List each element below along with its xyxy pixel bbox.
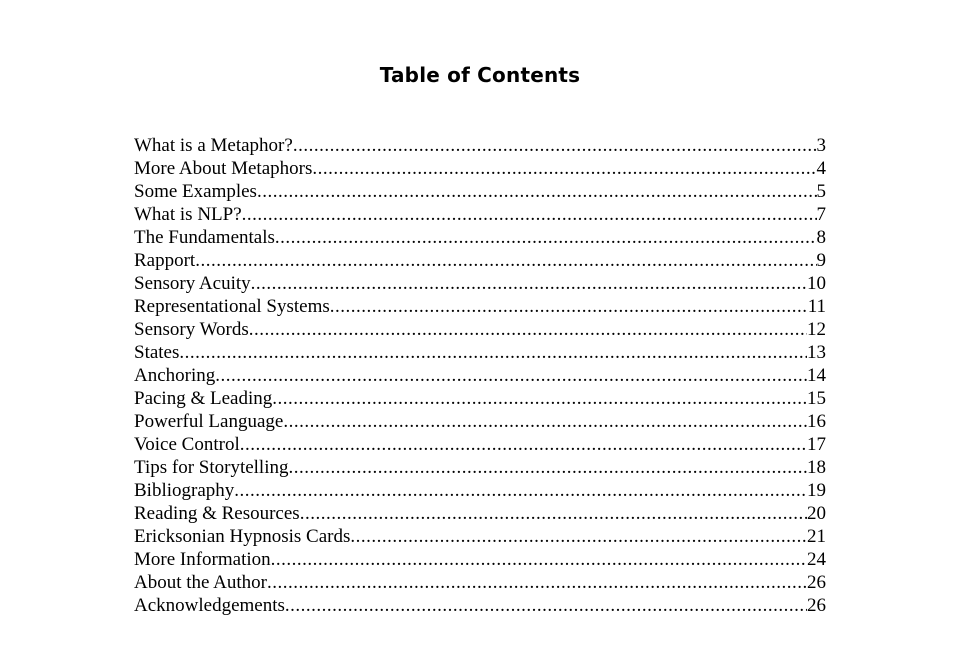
toc-dot-leader	[293, 135, 817, 157]
toc-entry[interactable]	[134, 503, 826, 526]
toc-entry[interactable]	[134, 595, 826, 618]
toc-dot-leader	[251, 273, 807, 295]
toc-entry[interactable]	[134, 181, 826, 204]
toc-entry-label: Some Examples	[134, 181, 257, 202]
toc-page-number: 20	[807, 503, 826, 524]
toc-page-number: 3	[816, 135, 826, 156]
toc-entry-label: Voice Control	[134, 434, 240, 455]
toc-dot-leader	[179, 342, 807, 364]
toc-entry-label: Sensory Acuity	[134, 273, 251, 294]
toc-dot-leader	[195, 250, 816, 272]
page-title: Table of Contents	[379, 63, 581, 87]
toc-page-number: 11	[807, 296, 826, 317]
toc-entry-label: What is NLP?	[134, 204, 242, 225]
toc-page-number: 13	[807, 342, 826, 363]
toc-page-number: 19	[807, 480, 826, 501]
toc-entry[interactable]	[134, 457, 826, 480]
toc-dot-leader	[312, 158, 816, 180]
toc-page-number: 9	[816, 250, 826, 271]
toc-entry[interactable]	[134, 296, 826, 319]
toc-page-number: 26	[807, 572, 826, 593]
toc-entry[interactable]	[134, 388, 826, 411]
toc-entry[interactable]	[134, 342, 826, 365]
toc-entry-label: The Fundamentals	[134, 227, 275, 248]
toc-entry-label: Tips for Storytelling	[134, 457, 289, 478]
toc-entry[interactable]	[134, 572, 826, 595]
toc-entry-label: More Information	[134, 549, 271, 570]
toc-entry-label: Rapport	[134, 250, 196, 271]
toc-page-number: 16	[807, 411, 826, 432]
toc-page-number: 10	[807, 273, 826, 294]
toc-entry[interactable]	[134, 549, 826, 572]
toc-entry-label: Anchoring	[134, 365, 216, 386]
toc-entry[interactable]	[134, 434, 826, 457]
toc-page-number: 5	[816, 181, 826, 202]
toc-entry[interactable]	[134, 227, 826, 250]
toc-dot-leader	[215, 365, 807, 387]
toc-page-number: 15	[807, 388, 826, 409]
toc-dot-leader	[240, 434, 807, 456]
toc-entry[interactable]	[134, 135, 826, 158]
toc-dot-leader	[249, 319, 807, 341]
toc-entry[interactable]	[134, 273, 826, 296]
toc-entry-label: Reading & Resources	[134, 503, 300, 524]
toc-dot-leader	[283, 411, 807, 433]
toc-entry-label: More About Metaphors	[134, 158, 313, 179]
toc-page-number: 17	[807, 434, 826, 455]
toc-dot-leader	[272, 388, 807, 410]
toc-dot-leader	[289, 457, 808, 479]
toc-page-number: 4	[816, 158, 826, 179]
toc-page-number: 8	[816, 227, 826, 248]
toc-entry-label: States	[134, 342, 180, 363]
toc-entry[interactable]	[134, 204, 826, 227]
toc-entry-label: Bibliography	[134, 480, 235, 501]
toc-page-number: 26	[807, 595, 826, 616]
toc-dot-leader	[271, 549, 807, 571]
toc-entry[interactable]	[134, 526, 826, 549]
toc-dot-leader	[285, 595, 807, 617]
toc-dot-leader	[275, 227, 817, 249]
toc-entry[interactable]	[134, 480, 826, 503]
toc-entry[interactable]	[134, 250, 826, 273]
toc-dot-leader	[330, 296, 808, 318]
toc-page-number: 14	[807, 365, 826, 386]
toc-entry[interactable]	[134, 365, 826, 388]
toc-dot-leader	[257, 181, 817, 203]
toc-page-number: 18	[807, 457, 826, 478]
toc-entry-label: Sensory Words	[134, 319, 249, 340]
toc-entry-label: Powerful Language	[134, 411, 284, 432]
toc-page-number: 24	[807, 549, 826, 570]
toc-entry-label: Representational Systems	[134, 296, 330, 317]
toc-entry-label: About the Author	[134, 572, 267, 593]
toc-dot-leader	[242, 204, 817, 226]
toc-page-number: 7	[816, 204, 826, 225]
toc-page-number: 12	[807, 319, 826, 340]
toc-entry-label: Pacing & Leading	[134, 388, 273, 409]
toc-dot-leader	[267, 572, 807, 594]
toc-entry[interactable]	[134, 411, 826, 434]
toc-entry-label: What is a Metaphor?	[134, 135, 293, 156]
table-of-contents	[134, 135, 826, 618]
toc-dot-leader	[300, 503, 807, 525]
toc-entry[interactable]	[134, 158, 826, 181]
toc-dot-leader	[234, 480, 807, 502]
toc-page-number: 21	[807, 526, 826, 547]
toc-entry-label: Ericksonian Hypnosis Cards	[134, 526, 351, 547]
toc-dot-leader	[350, 526, 807, 548]
toc-entry-label: Acknowledgements	[134, 595, 285, 616]
toc-entry[interactable]	[134, 319, 826, 342]
